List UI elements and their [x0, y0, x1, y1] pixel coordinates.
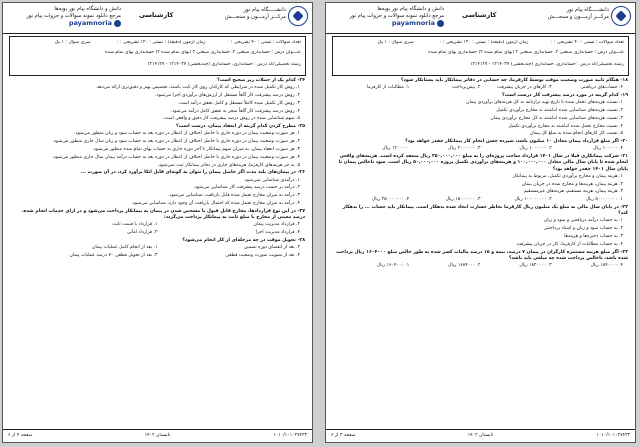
answer-option: ۳. هزینه پیمان، هزینه مستقیم، هزینه‌های غیرمستقیم [523, 189, 623, 195]
answer-option-row [333, 85, 628, 91]
answer-option: ۴. ۱۸۴۰۰۰۰ ریال [590, 262, 623, 268]
answer-option: ۵. سهم شناسایی شده در روش درصد پیشرفت کار دقیق و واقعی است. [162, 116, 300, 122]
answer-option-row [10, 253, 305, 259]
answer-option: ۳. روش کار تکمیل شده کاملاً مستقل و کامل تحقق درآمد است. [177, 100, 300, 106]
answer-option: ۱. هر صورت وضعیت پیمان در دوره جاری با حاصل اختلاف از انتظار در دوره بعد به حساب سود و زیان منظور می‌شود. [74, 131, 300, 137]
answer-option: ۲. روش درصد پیشرفت کار گاهاً مستقل از ارزش‌های برآوردی اجرا می‌شود. [155, 93, 300, 98]
question-text: ۲۱- شرکت پیمانکاری فیلا در سال ۱۴۰۱ قرارداد ساخت پروژه‌ای را به مبلغ ۲۵۰,۰۰۰,۰۰۰ ریال منعقد کرده است. هزینه‌های واقعی انجام شده تا پایان سال مالی معادل ۱۰۰,۰۰۰,۰۰۰ و هزینه‌های برآوردی تکمیل پروژه ۵۰,۰۰۰,۰۰۰ ریال است. سود ناخالص پیمان تا پایان سال ۱۴۰۱ چقدر خواهد بود؟ [338, 154, 628, 172]
answer-option: ۴. به حساب مطالبات از کارفرما، کار در جریان پیشرفت [516, 241, 623, 247]
answer-option: ۵. نسبت کار کارهای انجام شده به مبلغ کل پیمان [529, 131, 623, 137]
answer-option: ۱. ۱۶۰۴۰۰۰ ریال [376, 262, 410, 268]
answer-option: ۳. به حساب ذخیره‌ها و هزینه‌ها [564, 233, 623, 239]
answer-option: ۲. ۱۰۰۰۰۰۰ ریال [519, 146, 552, 152]
exam-season: تابستان ۱۴۰۲ [144, 433, 171, 438]
exam-info-box [9, 36, 306, 76]
answer-option: ۲. درآمد بر حسب درصد پیشرفت کار شناسایی می‌شود. [193, 185, 300, 191]
exam-time: زمان آزمون (دقیقه) : تستی : ۱۲۰ تشریحی : ۰ [439, 40, 529, 45]
university-name: دانشـــــگاه پیام نور [243, 7, 286, 13]
question-count: تعداد سوالات : تستی : ۴۰ تشریحی : ۰ [550, 40, 624, 45]
brand-line1: دانش و دانشگاه پیام نور پویه‌ها [377, 6, 444, 12]
question-text: ۲۵- مطرح کردن کدام گزینه از انعقاد پیمان، درست است؟ [176, 124, 305, 130]
question-text: ۱۹- کدام گزینه در مورد درصد پیشرفت کار درست است؟ [502, 93, 628, 98]
question-text: ۲۳- اگر مبلغ هزینه مستمره کارگران در پیمان ۷ درصد، بیمه و ۱۵ درصد مالیات کسر شده به طور خالص مبلغ ۱۶۰۴۰۰۰ ریال پرداخت شده باشد، ناخالص پرداخت شده چه مبلغی باید باشد؟ [336, 249, 628, 261]
university-emblem-icon [611, 6, 631, 26]
page-header [3, 3, 312, 34]
answer-option: ۲. هزینه پیمان، هزینه‌ها و مخارج شده در جریان پیمان [521, 181, 623, 187]
answer-option: ۵. به جز هزینه‌های کارفرما، هزینه‌های جاری در دفاتر پیمانکار ثبت نمی‌شود. [157, 162, 300, 168]
answer-option: ۱. درآمدی شناسایی نمی‌شود. [243, 177, 300, 183]
answer-option: ۴. درآمد به میزان مخارج تحمل شده که احتمال بازیافت آن وجود دارد، شناسایی می‌شود. [131, 200, 300, 206]
course-title: عنـــوان درس : حسابداری صنعتی ۲، حسابداری صنعتی ۲ (بهای تمام شده ۲) حسابداری بهای تمام شده [428, 50, 624, 55]
answer-option: ۴. روش درصد پیشرفت کار گاهاً منجر به تحقق کامل درآمد می‌شود. [170, 108, 300, 114]
series-number: سری سوال : ۱ یک [377, 40, 414, 45]
question-text: ۲۴- کدام یک از جملات زیر صحیح است؟ [217, 78, 305, 83]
brand-line2: مرجع دانلود نمونه سوالات و جزوات پیام نور [349, 13, 444, 19]
question-text: ۲۰- اگر مبلغ قرارداد پیمان معادل ۱۰ میلیون باشد، سپرده حسن انجام کار پیمانکار چقدر خواهد بود؟ [405, 139, 628, 145]
field-code: رشته تحصیلی/کد درس : حسابداری، حسابداری (چندبخشی) ۱۲۱۴۰۳۷ - ۱۲۱۴۱۲۷ [470, 62, 624, 67]
answer-option: ۳. ۱۸۲۰۰۰۰ ریال [519, 262, 552, 268]
answer-option: ۲. نسبت هزینه‌های شناسایی شده انباشته به مخارج برآوردی تکمیل [496, 108, 623, 113]
series-number: سری سوال : ۱ یک [54, 40, 91, 45]
brand-block [332, 6, 444, 28]
answer-option: ۲. هر صورت وضعیت پیمان در دوره جاری با حاصل اختلاف از انتظار در دوره بعد به حساب سود و زیان سال جاری منظور می‌شود. [52, 139, 300, 145]
question-text: ۲۸- تحویل موقت در چه مرحله‌ای از کار انجام می‌شود؟ [182, 237, 305, 243]
brand-line2: مرجع دانلود نمونه سوالات و جزوات پیام نور [26, 13, 121, 19]
university-name: دانشـــــگاه پیام نور [566, 7, 609, 13]
answer-option: ۲. بعد از انقضای دوره تضمین [243, 244, 300, 250]
answer-option: ۱. قرارداد با قیمت ثابت [112, 222, 158, 228]
brand-line1: دانش و دانشگاه پیام نور پویه‌ها [54, 6, 121, 12]
page-footer [326, 429, 635, 442]
question-text: ۲۲- در پایان سال مالی به مبلغ یک میلیون ریال کارفرما بخاطر خسارت ایجاد شده بدهکار است. پیمانکار باید حساب ... را بدهکار کند؟ [342, 204, 628, 217]
answer-option: ۱۲۰۰۰۰۰ ریال [382, 146, 410, 152]
university-center: مرکـــز آزمـــون و سنجـــش [547, 14, 609, 20]
answer-option-row [333, 263, 628, 269]
page-title: کارشناسی [139, 11, 174, 19]
question-text: ۱۸- هنگام تایید صورت وضعیت موقت توسط کارفرما، چه حسابی در دفاتر پیمانکار باید بستانکار شود؟ [400, 78, 628, 83]
brand-block [9, 6, 121, 28]
payamnoria-logo-icon [437, 20, 444, 27]
answer-option: ۱. بعد از انجام کامل عملیات پیمان [91, 244, 158, 250]
answer-option: ۲. ۱۰۰۰۰۰۰۰۰ ریال [514, 197, 552, 203]
info-row-counts [337, 40, 624, 45]
question-text: ۲۶- در پیمان‌های بلند مدت اگر حاصل پیمان را نتوان به گونه‌ای قابل اتکا برآورد کرد، در آن صورت ... [80, 170, 305, 176]
answer-option: ۴. حساب‌های دریافتنی [580, 85, 623, 91]
question-text: ۲۷- در این نوع قراردادها، مخارج قابل قبول با مشخص شدن در پیمان به پیمانکار پرداخت می‌شود و در ازای خدمات انجام شده، درصد معینی از مخارج یا مبلغ ثابت به پیمانکار پرداخت می‌گردد: [22, 208, 305, 220]
answer-option: ۴. بعد از تصویب صورت وضعیت قطعی [225, 252, 300, 258]
exam-time: زمان آزمون (دقیقه) : تستی : ۱۲۰ تشریحی : ۰ [116, 40, 206, 45]
page-number: صفحه ۴ از ۶ [8, 433, 33, 438]
exam-page-right [325, 2, 636, 443]
brand-logo-text: payamnoria [391, 19, 435, 27]
answer-option: ۳. درآمد به میزان مخارج تحمل شده قابل بازیافت، شناسایی می‌شود. [168, 193, 300, 199]
answer-option: ۲. به حساب سود و زیان و اسناد پرداختنی [543, 226, 623, 232]
info-row-counts [14, 40, 301, 45]
answer-option: ۴. نسبت مخارج تحمل شده انباشته به مخارج برآوردی تکمیل [508, 123, 623, 129]
answer-option: ۴. ۱۰۰۰۰۰ ریال [593, 146, 623, 152]
answer-option: ۳. ۱۵۰۰۰۰۰۰ ریال [445, 197, 481, 203]
page-header [326, 3, 635, 34]
page-footer [3, 429, 312, 442]
page-number: صفحه ۳ از ۶ [331, 433, 356, 438]
answer-option: ۱. مطالبات از کارفرما [366, 85, 410, 91]
answer-option-row [333, 146, 628, 152]
answer-option: ۲. قرارداد مدیریت پیمان [253, 222, 300, 228]
exam-season: تابستان ۱۴۰۲ [467, 433, 494, 438]
answer-option: ۴. ۲۵۰۰۰۰۰۰۰ ریال [371, 197, 410, 203]
answer-option: ۱. به حساب درآمد دریافتنی و سود و زیان [543, 218, 623, 224]
brand-logo-text: payamnoria [68, 19, 112, 27]
page-title: کارشناسی [462, 11, 497, 19]
university-center: مرکـــز آزمـــون و سنجـــش [224, 14, 286, 20]
university-block [509, 7, 609, 21]
question-count: تعداد سوالات : تستی : ۴۰ تشریحی : ۰ [227, 40, 301, 45]
answer-option: ۳. قرارداد امانی [126, 229, 158, 235]
exam-page-left [2, 2, 313, 443]
answer-option: ۲. پیش‌پرداخت [452, 85, 481, 91]
answer-option-row [10, 230, 305, 236]
course-title: عنـــوان درس : حسابداری صنعتی ۲، حسابداری صنعتی ۲ (بهای تمام شده ۲) حسابداری بهای تمام شده [105, 50, 301, 55]
exam-code: ۱۰۱۰/۱۰۱۰۲۷۴۲۳ [596, 433, 630, 438]
field-code: رشته تحصیلی/کد درس : حسابداری، حسابداری (چندبخشی) ۱۲۱۴۰۳۷ - ۱۲۱۴۱۲۷ [147, 62, 301, 67]
university-block [186, 7, 286, 21]
answer-option-row [333, 197, 628, 203]
exam-info-box [332, 36, 629, 76]
payamnoria-logo-icon [114, 20, 121, 27]
answer-option: ۳. نسبت هزینه‌های شناسایی شده انباشته به کل مخارج برآوردی پیمان [490, 115, 623, 121]
exam-code: ۱۰۱۰/۱۰۱۰۲۷۴۲۳ [273, 433, 307, 438]
answer-option: ۱. روش کار تکمیل شده در شرایطی که کارکنان روی کار ثابت باشند، تخصیص بهتر و دقیق‌تری ارائه می‌دهد. [95, 85, 300, 91]
answer-option: ۱. نسبت هزینه‌های تحمل شده تا تاریخ تهیه ترازنامه به کل هزینه‌های برآوردی پیمان [466, 100, 623, 106]
university-emblem-icon [288, 6, 308, 26]
answer-option: ۱. ۵۰۰۰۰۰۰۰۰ ریال [585, 197, 623, 203]
answer-option: ۳. کارهای در جریان پیشرفت [497, 85, 552, 91]
answer-option: ۳. هر صورت انعقاد پیمان، به میزان سهم پیمانکار تا آخر دوره جاری به حساب بهای تمام شده منظور می‌شود. [92, 146, 300, 152]
answer-option: ۱. هزینه پیمان و مخارج برآوردی تکمیل، مربوط به پیمانکار [512, 173, 623, 179]
questions-area [10, 77, 305, 428]
answer-option: ۴. قرارداد مدیریت اجرا [255, 229, 300, 235]
questions-area [333, 77, 628, 428]
answer-option: ۲. ۱۶۸۴۰۰۰ ریال [448, 262, 481, 268]
answer-option: ۴. هر صورت وضعیت پیمان در دوره جاری با حاصل اختلاف از انتظار در دوره بعد به حساب درآمد پیمان سال جاری منظور می‌شود. [52, 154, 300, 160]
answer-option: ۳. بعد از تحویل قطعی ۷۰ درصد عملیات پیمان [69, 252, 158, 258]
answer-option-row [10, 222, 305, 228]
answer-option-row [10, 245, 305, 251]
answer-option: ۳. ۲۰۰۰۰۰۰ ریال [448, 146, 481, 152]
